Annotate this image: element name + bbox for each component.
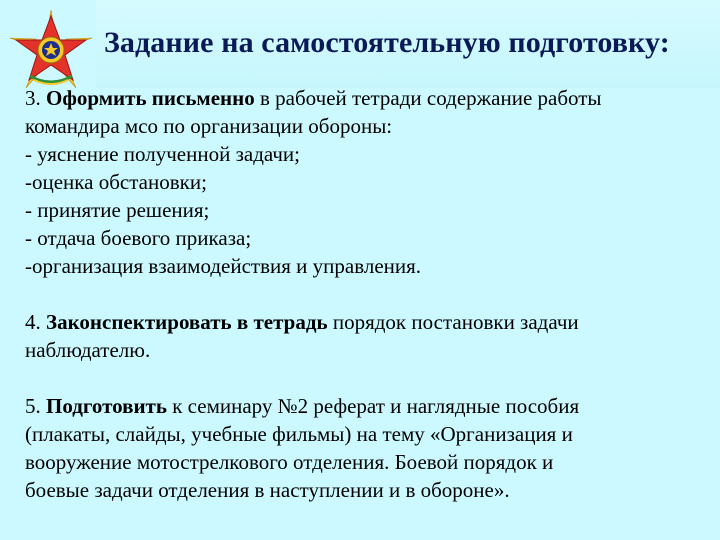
item-3-bold: Оформить письменно [46,86,255,110]
item-5-line-4: боевые задачи отделения в наступлении и в обороне». [25,478,510,502]
item-5-number: 5. [25,394,46,418]
item-3-text: в рабочей тетради содержание работы [254,86,602,110]
assignment-item-5 [25,392,705,504]
assignment-item-3 [25,84,705,280]
item-3-line-4: -оценка обстановки; [25,170,207,194]
military-star-emblem-icon [10,10,92,88]
item-3-line-2: командира мсо по организации обороны: [25,114,393,138]
page-title: Задание на самостоятельную подготовку: [104,26,670,59]
item-3-line-3: - уяснение полученной задачи; [25,142,301,166]
item-4-line-2: наблюдателю. [25,338,151,362]
item-5-line-2: (плакаты, слайды, учебные фильмы) на тему «Организация и [25,422,573,446]
spacer [25,280,705,308]
assignment-item-4 [25,308,705,364]
item-4-text: порядок постановки задачи [327,310,579,334]
item-5-line-3: вооружение мотострелкового отделения. Боевой порядок и [25,450,554,474]
item-3-line-5: - принятие решения; [25,198,210,222]
item-5-bold: Подготовить [46,394,167,418]
assignment-content [25,84,705,504]
item-3-number: 3. [25,86,46,110]
item-4-number: 4. [25,310,46,334]
item-3-line-1 [25,84,705,112]
item-3-line-6: - отдача боевого приказа; [25,226,252,250]
item-4-bold: Законспектировать в тетрадь [46,310,328,334]
item-3-line-7: -организация взаимодействия и управления. [25,254,422,278]
spacer [25,364,705,392]
item-5-text: к семинару №2 реферат и наглядные пособия [166,394,580,418]
item-4-line-1 [25,308,705,336]
item-5-line-1 [25,392,705,420]
